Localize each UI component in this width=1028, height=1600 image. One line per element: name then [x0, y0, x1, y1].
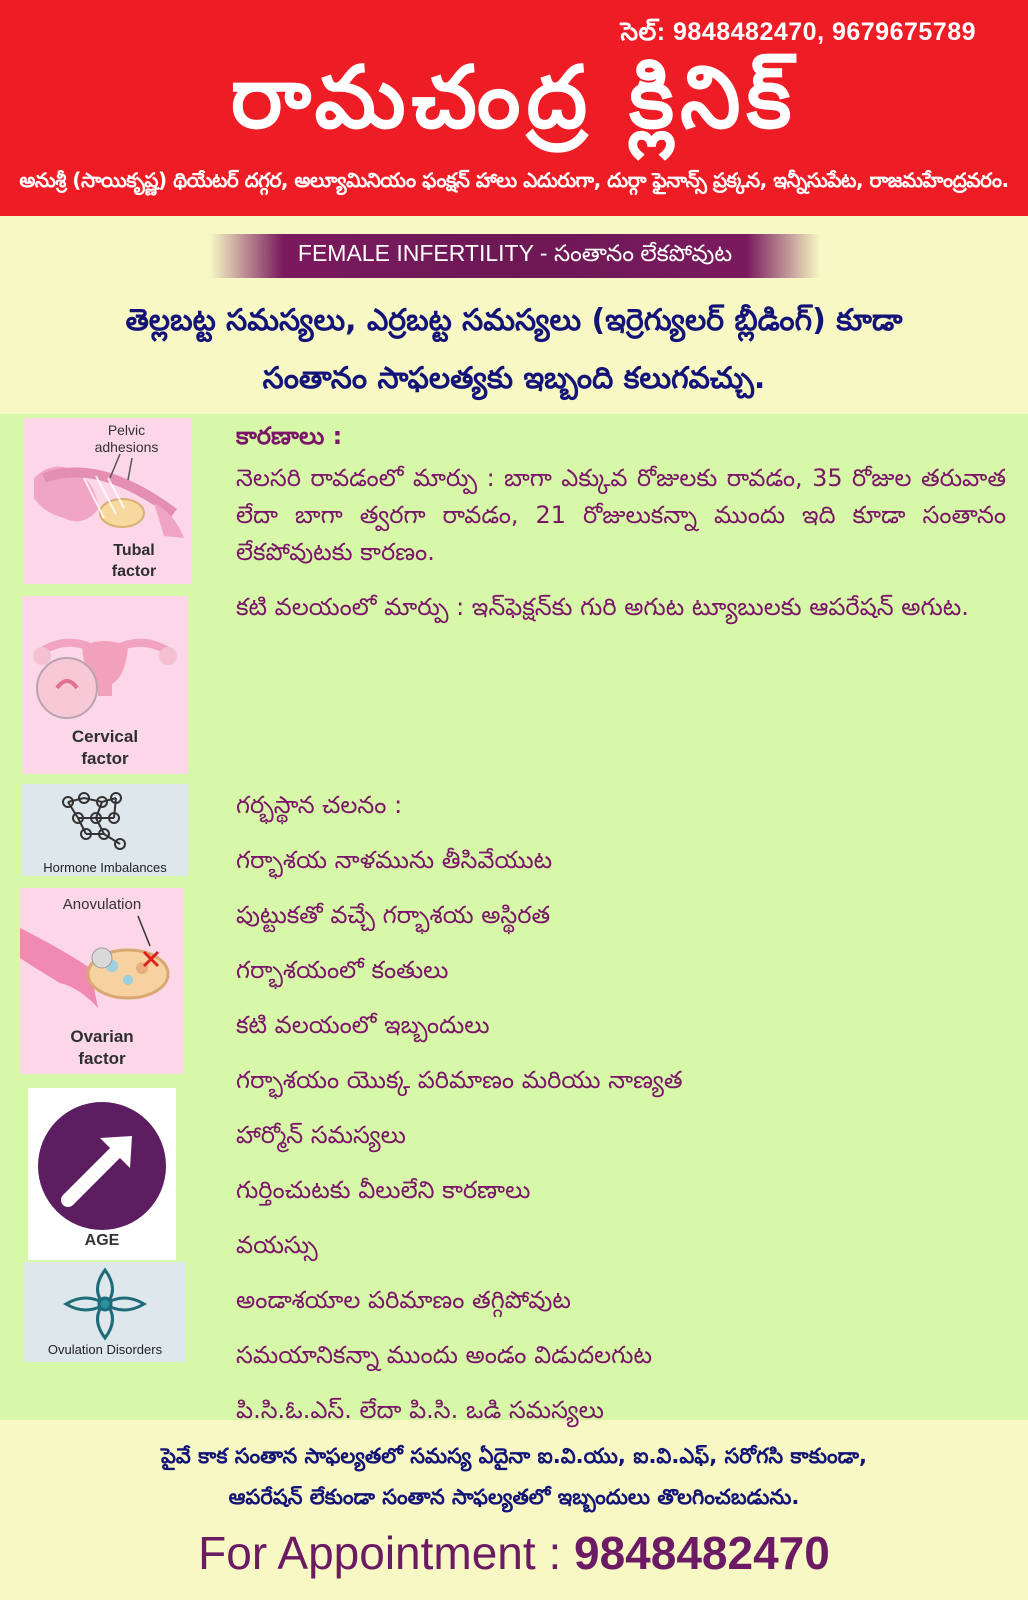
clinic-header — [0, 0, 1028, 216]
tubal-caption-1: Tubal — [113, 542, 155, 559]
tubal-factor-image — [24, 418, 192, 584]
cervical-factor-image — [22, 596, 188, 774]
list-item: పి.సి.ఓ.ఎస్. లేదా పి.సి. ఒడి సమస్యలు — [236, 1396, 604, 1424]
appointment-number[interactable]: 9848482470 — [574, 1527, 830, 1579]
hormone-imbalances-image — [22, 784, 188, 876]
list-item: గర్భస్థాన చలనం : — [236, 791, 403, 819]
pelvic-label: Pelvic — [107, 422, 146, 438]
intro-text — [20, 292, 1008, 408]
anovulation-label: Anovulation — [62, 896, 142, 913]
list-item: గర్భాశయ నాళమును తీసివేయుట — [236, 846, 553, 874]
causes-title: కారణాలు : — [236, 422, 343, 450]
list-item: వయస్సు — [236, 1231, 318, 1259]
causes-content — [236, 422, 1006, 626]
causes-list — [236, 778, 1006, 1438]
topic-banner-text: FEMALE INFERTILITY - సంతానం లేకపోవుట — [297, 239, 733, 266]
intro-line-1: తెల్లబట్ట సమస్యలు, ఎర్రబట్ట సమస్యలు (ఇర్రెగ్యులర్ బ్లీడింగ్) కూడా — [125, 303, 903, 338]
hormone-caption: Hormone Imbalances — [43, 860, 167, 875]
age-caption: AGE — [84, 1232, 120, 1249]
list-item: అండాశయాల పరిమాణం తగ్గిపోవుట — [236, 1286, 571, 1314]
clinic-address: అనుశ్రీ (సాయికృష్ణ) థియేటర్ దగ్గర, అల్యూమినియం ఫంక్షన్ హాలు ఎదురుగా, దుర్గా ఫైనాన్స్ ప్రక్కన, ఇన్నీసుపేట, రాజమహేంద్రవరం. — [19, 168, 1009, 192]
list-item: సమయానికన్నా ముందు అండం విడుదలగుట — [236, 1341, 653, 1369]
cervical-caption-1: Cervical — [71, 727, 139, 746]
cervical-caption-2: factor — [81, 749, 129, 768]
appointment-line — [0, 1526, 1028, 1580]
ovarian-factor-image — [20, 888, 184, 1074]
menstrual-change-paragraph: నెలసరి రావడంలో మార్పు : బాగా ఎక్కువ రోజులకు రావడం, 35 రోజుల తరువాత లేదా బాగా త్వరగా రావడం, 21 రోజులుకన్నా ముందు ఇది కూడా సంతానం లేకపోవుటకు కారణం. — [236, 464, 1006, 566]
appointment-label: For Appointment : — [198, 1527, 575, 1579]
topic-banner — [210, 234, 820, 278]
ovulation-disorders-image — [24, 1262, 186, 1362]
footer-line-2: ఆపరేషన్ లేకుండా సంతాన సాఫల్యతలో ఇబ్బందులు తొలగించబడును. — [228, 1485, 800, 1509]
list-item: గర్భాశయం యొక్క పరిమాణం మరియు నాణ్యత — [236, 1066, 683, 1094]
tubal-caption-2: factor — [111, 563, 157, 580]
ovarian-caption-1: Ovarian — [70, 1027, 134, 1046]
cell-numbers: సెల్: 9848482470, 9679675789 — [620, 18, 976, 46]
ovulation-caption: Ovulation Disorders — [47, 1342, 163, 1357]
age-image — [28, 1088, 176, 1260]
intro-line-2: సంతానం సాఫలత్యకు ఇబ్బంది కలుగవచ్చు. — [262, 361, 766, 396]
adhesions-label: adhesions — [94, 439, 159, 455]
clinic-name: రామచంద్ర క్లినిక్ — [230, 48, 798, 148]
list-item: గుర్తించుటకు వీలులేని కారణాలు — [236, 1176, 531, 1204]
list-item: పుట్టుకతో వచ్చే గర్భాశయ అస్థిరత — [236, 901, 551, 929]
list-item: హార్మోన్ సమస్యలు — [236, 1121, 406, 1149]
list-item: గర్భాశయంలో కంతులు — [236, 956, 449, 984]
ovarian-caption-2: factor — [78, 1049, 126, 1068]
pelvic-change-paragraph: కటి వలయంలో మార్పు : ఇన్‌ఫెక్షన్‌కు గురి అగుట ట్యూబులకు ఆపరేషన్ అగుట. — [236, 593, 969, 621]
footer-line-1: పైవే కాక సంతాన సాఫల్యతలో సమస్య ఏదైనా ఐ.వి.యు, ఐ.వి.ఎఫ్, సరోగసి కాకుండా, — [160, 1444, 868, 1468]
list-item: కటి వలయంలో ఇబ్బందులు — [236, 1011, 490, 1039]
footer-note — [10, 1436, 1018, 1518]
